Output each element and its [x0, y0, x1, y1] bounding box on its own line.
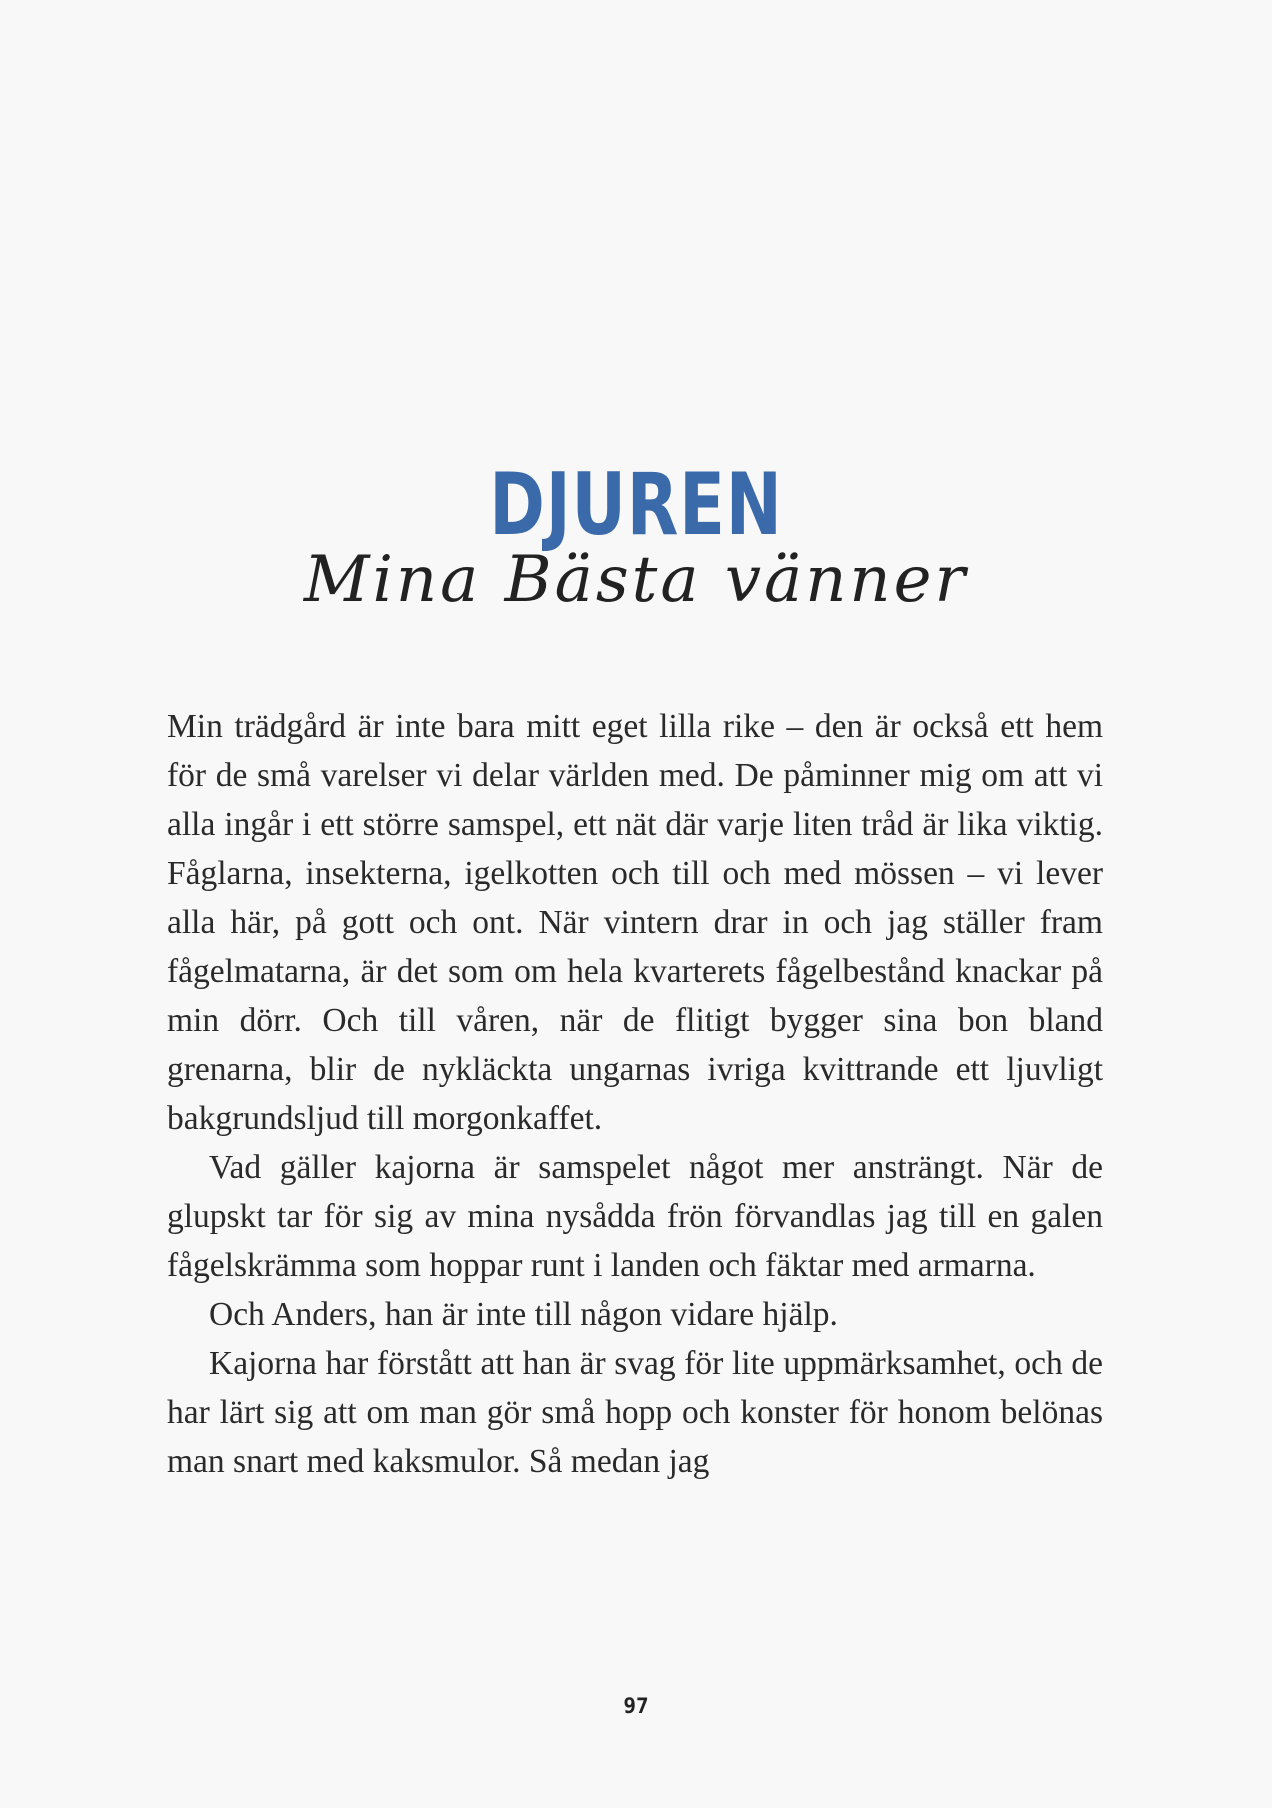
page-number: 97: [623, 1694, 649, 1718]
paragraph: Min trädgård är inte bara mitt eget lilla rike – den är också ett hem för de små varelser vi delar världen med. De påminner mig om att vi alla ingår i ett större samspel, ett nät där varje liten tråd är lika viktig. Fåglarna, insekterna, igelkotten och till och med mössen – vi lever alla här, på gott och ont. När vintern drar in och jag ställer fram fågelmatarna, är det som om hela kvarterets fågelbestånd knackar på min dörr. Och till våren, när de flitigt bygger sina bon bland grenarna, blir de nykläckta ungarnas ivriga kvittrande ett ljuvligt bakgrundsljud till morgonkaffet.: [167, 708, 1103, 1137]
paragraph: Vad gäller kajorna är samspelet något mer ansträngt. När de glupskt tar för sig av mina nysådda frön förvandlas jag till en galen fågelskrämma som hoppar runt i landen och fäktar med armarna.: [167, 1149, 1103, 1284]
paragraph: Och Anders, han är inte till någon vidare hjälp.: [209, 1296, 838, 1333]
body-text: [167, 702, 1103, 1486]
paragraph: Kajorna har förstått att han är svag för lite uppmärksamhet, och de har lärt sig att om man gör små hopp och konster för honom belönas man snart med kaksmulor. Så medan jag: [167, 1345, 1103, 1480]
chapter-subtitle: Mina Bästa vänner: [303, 543, 969, 617]
chapter-title: DJUREN: [489, 455, 783, 555]
